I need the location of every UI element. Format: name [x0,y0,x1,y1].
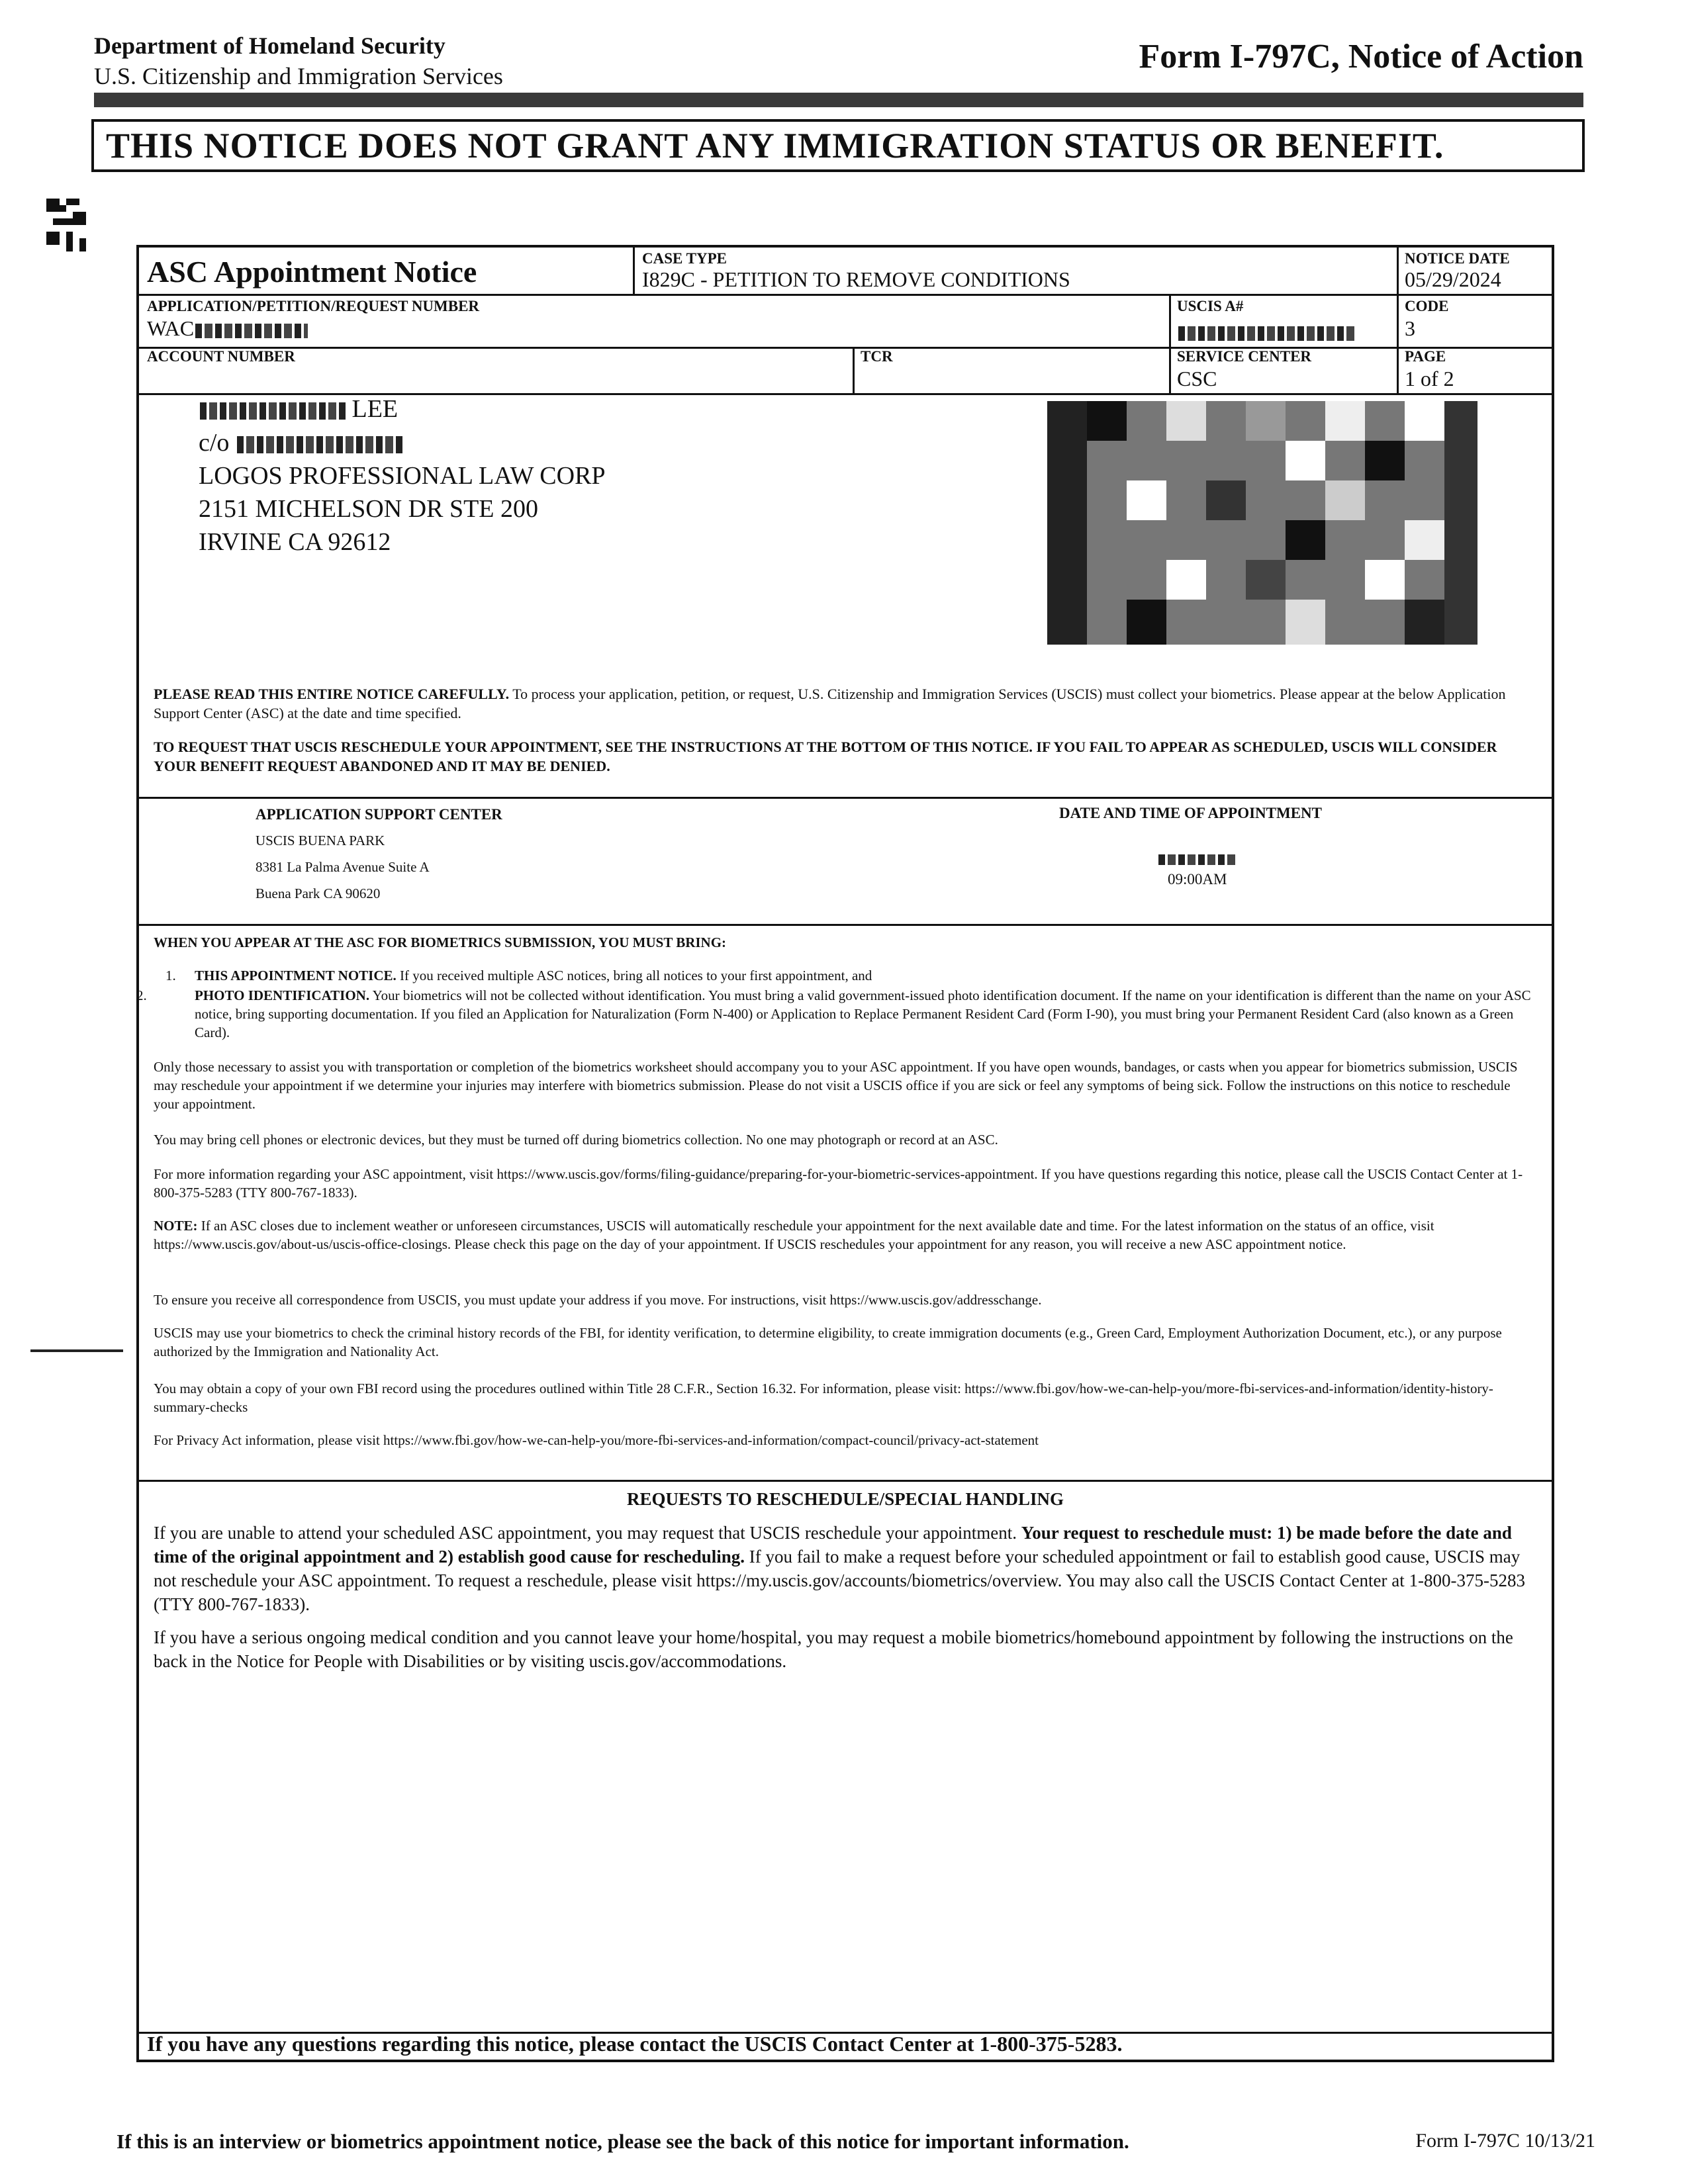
grid-line [1169,294,1171,393]
redacted-block [1178,326,1357,341]
form-title: Form I-797C, Notice of Action [1139,38,1583,75]
address-line-3: IRVINE CA 92612 [199,528,391,556]
asc-label: APPLICATION SUPPORT CENTER [256,806,502,823]
contact-footer: If you have any questions regarding this notice, please contact the USCIS Contact Center at 1-800-375-5283. [147,2032,1123,2056]
section-divider [139,797,1552,799]
grid-line [1397,248,1399,393]
app-number-value [147,316,308,341]
case-type-value: I829C - PETITION TO REMOVE CONDITIONS [642,267,1070,291]
bring-item-2: 2. PHOTO IDENTIFICATION. Your biometrics will not be collected without identification. You must bring a valid government-issued photo identification document. If the name on your identification is different than the name on your ASC notice, bring supporting documentation. If you filed an Application for Naturalization (Form N-400) or Application to Replace Permanent Resident Card (Form I-90), you must bring your Permanent Resident Card (also known as a Green Card). [136,987,1531,1040]
bring-item-1: 1. THIS APPOINTMENT NOTICE. If you received multiple ASC notices, bring all notices to your first appointment, and [165,968,872,983]
redacted-block [1158,854,1238,865]
notice-type: ASC Appointment Notice [147,255,477,289]
asc-name: USCIS BUENA PARK [256,833,385,848]
asc-street: 8381 La Palma Avenue Suite A [256,859,430,875]
info-paragraph: For more information regarding your ASC appointment, visit https://www.uscis.gov/forms/filing-guidance/preparing-for-your-biometric-services-appointment. If you have questions regarding this notice, please call the USCIS Contact Center at 1-800-375-5283 (TTY 800-767-1833). [154,1166,1523,1201]
redacted-block [237,436,402,453]
margin-mark [30,1349,123,1352]
service-center-label: SERVICE CENTER [1177,348,1312,365]
case-type-label: CASE TYPE [642,250,727,267]
form-id: Form I-797C 10/13/21 [1415,2130,1595,2152]
appointment-date [1157,854,1238,866]
reschedule-warning: TO REQUEST THAT USCIS RESCHEDULE YOUR APPOINTMENT, SEE THE INSTRUCTIONS AT THE BOTTOM OF THIS NOTICE. IF YOU FAIL TO APPEAR AS SCHEDULED, USCIS WILL CONSIDER YOUR BENEFIT REQUEST ABANDONED AND IT MAY BE DENIED. [154,739,1497,774]
info-paragraph: Only those necessary to assist you with transportation or completion of the biometrics worksheet should accompany you to your ASC appointment. If you have open wounds, bandages, or casts when you appear for biometrics submission, USCIS may reschedule your appointment if we determine your injuries may interfere with biometrics submission. Please do not visit a USCIS office if you are sick or feel any symptoms of being sick. Follow the instructions on this notice to reschedule your appointment. [154,1059,1518,1112]
appointment-datetime-label: DATE AND TIME OF APPOINTMENT [1059,805,1322,821]
grid-line [139,347,1552,349]
care-of-line: c/o [199,428,402,457]
bottom-note: If this is an interview or biometrics appointment notice, please see the back of this notice for important information. [117,2130,1129,2153]
info-paragraph: For Privacy Act information, please visit https://www.fbi.gov/how-we-can-help-you/more-fbi-services-and-information/compact-council/privacy-act-statement [154,1432,1039,1448]
address-line-2: 2151 MICHELSON DR STE 200 [199,495,539,523]
info-paragraph: You may bring cell phones or electronic devices, but they must be turned off during biometrics collection. No one may photograph or record at an ASC. [154,1132,998,1148]
redacted-block [200,402,346,420]
uscis-a-value [1177,319,1357,343]
reschedule-title: REQUESTS TO RESCHEDULE/SPECIAL HANDLING [627,1489,1064,1509]
page-value: 1 of 2 [1405,367,1454,390]
redacted-block [195,324,308,338]
status-banner: THIS NOTICE DOES NOT GRANT ANY IMMIGRATION STATUS OR BENEFIT. [91,119,1585,172]
header-rule [94,93,1583,107]
info-paragraph: To ensure you receive all correspondence from USCIS, you must update your address if you move. For instructions, visit https://www.uscis.gov/addresschange. [154,1292,1042,1308]
recipient-name: LEE [199,394,398,424]
info-paragraph: You may obtain a copy of your own FBI record using the procedures outlined within Title 28 C.F.R., Section 16.32. For information, please visit: https://www.fbi.gov/how-we-can-help-you/more-fbi-services-and-information/identity-history-summary-checks [154,1381,1493,1415]
agency-name: U.S. Citizenship and Immigration Services [94,63,503,89]
notice-date-label: NOTICE DATE [1405,250,1510,267]
section-divider [139,924,1552,926]
uscis-a-label: USCIS A# [1177,298,1244,314]
grid-line [633,248,635,294]
grid-line [853,347,855,393]
code-value: 3 [1405,316,1415,340]
account-number-label: ACCOUNT NUMBER [147,348,295,365]
section-divider [139,1480,1552,1482]
department-name: Department of Homeland Security [94,32,445,59]
tcr-label: TCR [861,348,893,365]
appointment-time: 09:00AM [1168,871,1227,887]
notice-date-value: 05/29/2024 [1405,267,1501,291]
redacted-barcode [1047,401,1477,645]
info-paragraph: USCIS may use your biometrics to check the criminal history records of the FBI, for identity verification, to determine eligibility, to create immigration documents (e.g., Green Card, Employment Authorization Document, etc.), or any purpose authorized by the Immigration and Nationality Act. [154,1325,1502,1359]
note-paragraph: NOTE: If an ASC closes due to inclement weather or unforeseen circumstances, USCIS will automatically reschedule your appointment for the next available date and time. For the latest information on the status of an office, visit https://www.uscis.gov/about-us/uscis-office-closings. Please check this page on the day of your appointment. If USCIS reschedules your appointment for any reason, you will receive a new ASC appointment notice. [154,1218,1434,1252]
reschedule-paragraph: If you are unable to attend your scheduled ASC appointment, you may request that USCIS reschedule your appointment. Your request to reschedule must: 1) be made before the date and time of the original appointment and 2) establish good cause for rescheduling. If you fail to make a request before your scheduled appointment or fail to establish good cause, USCIS may not reschedule your ASC appointment. To request a reschedule, please visit https://my.uscis.gov/accounts/biometrics/overview. You may also call the USCIS Contact Center at 1-800-375-5283 (TTY 800-767-1833). [154,1523,1525,1614]
intro-text: PLEASE READ THIS ENTIRE NOTICE CAREFULLY. To process your application, petition, or request, U.S. Citizenship and Immigration Services (USCIS) must collect your biometrics. Please appear at the below Application Support Center (ASC) at the date and time specified. [154,686,1506,721]
code-label: CODE [1405,298,1449,314]
bring-heading: WHEN YOU APPEAR AT THE ASC FOR BIOMETRICS SUBMISSION, YOU MUST BRING: [154,934,727,950]
address-line-1: LOGOS PROFESSIONAL LAW CORP [199,462,606,490]
homebound-paragraph: If you have a serious ongoing medical condition and you cannot leave your home/hospital, you may request a mobile biometrics/homebound appointment by following the instructions on the back in the Notice for People with Disabilities or by visiting uscis.gov/accommodations. [154,1627,1513,1671]
app-number-prefix: WAC [147,316,195,340]
page-label: PAGE [1405,348,1446,365]
grid-line [139,294,1552,296]
side-barcode-icon [46,199,86,251]
asc-city: Buena Park CA 90620 [256,886,381,901]
app-number-label: APPLICATION/PETITION/REQUEST NUMBER [147,298,480,314]
service-center-value: CSC [1177,367,1217,390]
